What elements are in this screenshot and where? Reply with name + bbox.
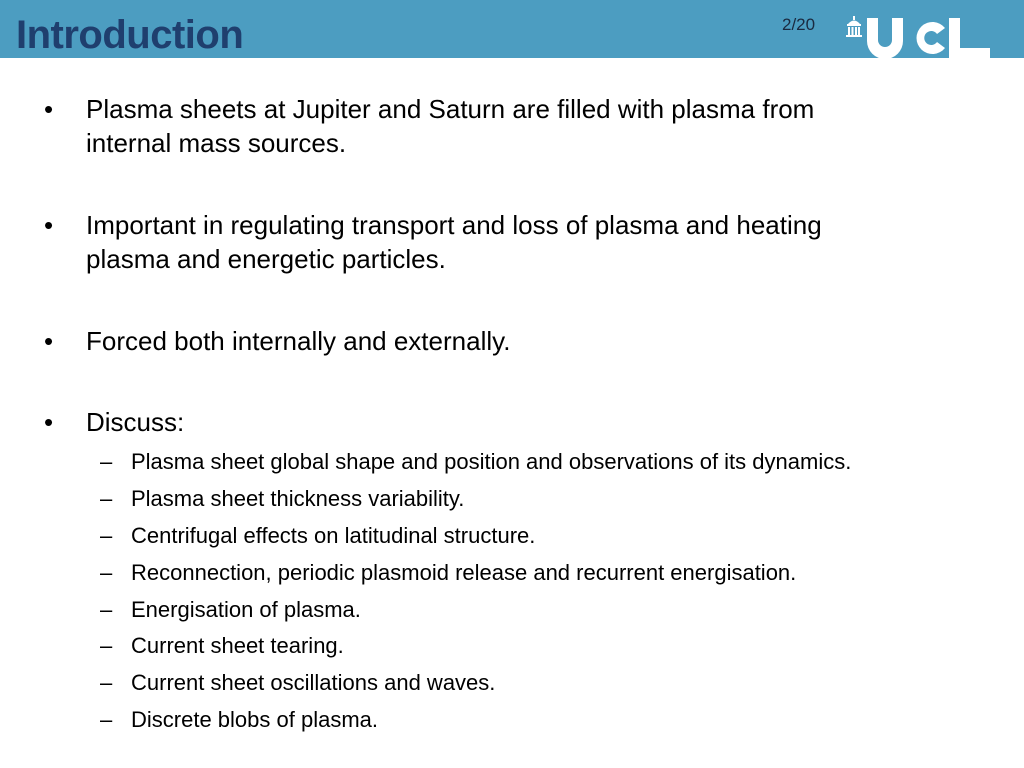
bullet-text: Discuss: (86, 407, 185, 437)
bullet-marker: • (44, 407, 54, 437)
slide-title: Introduction (16, 13, 244, 57)
bullet-text: Plasma sheets at Jupiter and Saturn are filled with plasma from internal mass sources. (86, 94, 815, 158)
sub-bullet-text: Plasma sheet thickness variability. (131, 486, 465, 511)
bullet-marker: • (44, 210, 54, 240)
sub-bullet-text: Plasma sheet global shape and position and observations of its dynamics. (131, 449, 852, 474)
sub-bullet-marker: – (100, 449, 113, 474)
sub-bullet-marker: – (100, 560, 113, 585)
sub-bullet-marker: – (100, 597, 113, 622)
sub-bullet-marker: – (100, 523, 113, 548)
page-number: 2/20 (782, 15, 816, 34)
sub-bullet-marker: – (100, 670, 113, 695)
bullet-marker: • (44, 94, 54, 124)
sub-bullet-text: Reconnection, periodic plasmoid release and recurrent energisation. (131, 560, 797, 585)
sub-bullet-text: Discrete blobs of plasma. (131, 707, 378, 732)
bullet-marker: • (44, 326, 54, 356)
sub-bullet-text: Energisation of plasma. (131, 597, 361, 622)
sub-bullet-text: Current sheet oscillations and waves. (131, 670, 496, 695)
sub-bullet-marker: – (100, 633, 113, 658)
sub-bullet-text: Centrifugal effects on latitudinal structure. (131, 523, 536, 548)
sub-bullet-marker: – (100, 707, 113, 732)
bullet-text: Forced both internally and externally. (86, 326, 511, 356)
sub-bullet-marker: – (100, 486, 113, 511)
sub-bullet-text: Current sheet tearing. (131, 633, 344, 658)
bullet-text: Important in regulating transport and loss of plasma and heating plasma and energetic particles. (86, 210, 822, 274)
